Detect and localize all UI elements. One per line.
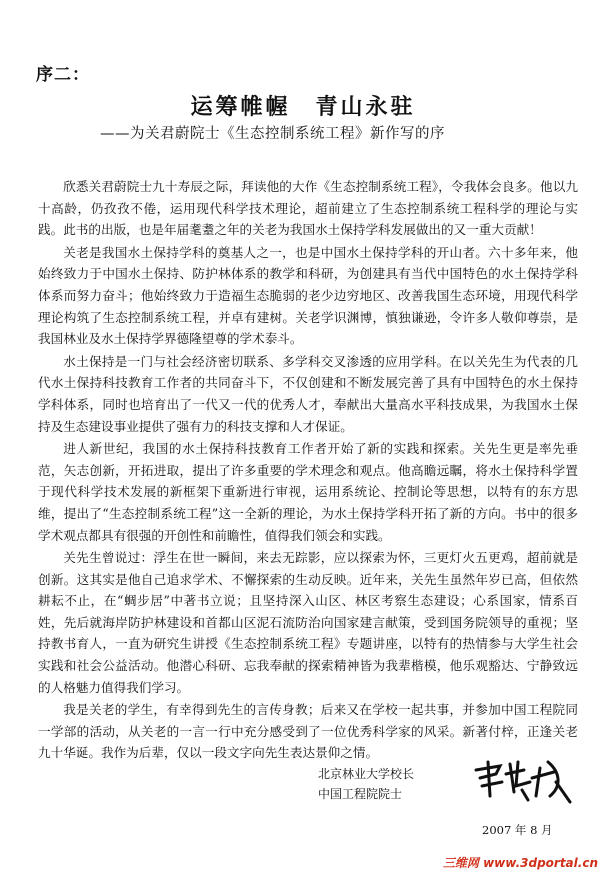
signature-date: 2007 年 8 月 [482,823,553,837]
author-title-line: 中国工程院院士 [318,787,403,801]
site-watermark: 三维网 www.3dportal.cn [442,856,598,870]
paragraph: 进人新世纪，我国的水土保持科技教育工作者开始了新的实践和探索。关先生更是率先垂范，矢志创新，开拓进取，提出了许多重要的学术理念和观点。他高瞻远瞩，将水土保持科学置于现代科学技术发展的新框架下重新进行审视，运用系统论、控制论等思想，以特有的东方思维，提出了“生态控制系统工程”这一全新的理论，为水土保持学科开拓了新的方向。书中的很多学术观点都具有很强的开创性和前瞻性，值得我们领会和实践。 [38,441,578,543]
preface-title: 运筹帷幄 青山永驻 [190,95,416,120]
paragraph: 我是关老的学生，有幸得到先生的言传身教；后来又在学校一起共事，并参加中国工程院同一学部的活动，从关老的一言一行中充分感受到了一位优秀科学家的风采。新著付梓，正逢关老九十华诞。我作为后辈，仅以一段文字向先生表达景仰之情。 [38,702,578,761]
author-affiliation [318,764,468,804]
section-label: 序二： [36,65,90,85]
author-title-line: 北京林业大学校长 [318,767,415,781]
paragraph: 关先生曾说过：浮生在世一瞬间，来去无踪影，应以探索为怀，三更灯火五更鸡，超前就是创新。这其实是他自己追求学术、不懈探索的生动反映。近年来，关先生虽然年岁已高，但依然耕耘不止，在“蜩步居”中著书立说；且坚持深入山区、林区考察生态建设；心系国家，情系百姓，先后就海岸防护林建设和首都山区泥石流防治向国家建言献策，受到国务院领导的重视；坚持教书育人，一直为研究生讲授《生态控制系统工程》专题讲座，以特有的热情参与大学生社会实践和社会公益活动。他潜心科研、忘我奉献的探索精神皆为我辈楷模，他乐观豁达、宁静致远的人格魅力值得我们学习。 [38,550,578,695]
paragraph: 水土保持是一门与社会经济密切联系、多学科交叉渗透的应用学科。在以关先生为代表的几代水土保持科技教育工作者的共同奋斗下，不仅创建和不断发展完善了具有中国特色的水土保持学科体系，同时也培育出了一代又一代的优秀人才，奉献出大量高水平科技成果，为我国水土保持及生态建设事业提供了强有力的科技支撑和人才保证。 [38,353,578,434]
preface-subtitle: ——为关君蔚院士《生态控制系统工程》新作写的序 [100,126,445,142]
preface-body [38,176,578,765]
paragraph: 关老是我国水土保持学科的奠基人之一，也是中国水土保持学科的开山者。六十多年来，他始终致力于中国水土保持、防护林体系的教学和科研，为创建具有当代中国特色的水土保持学科体系而努力奋斗；他始终致力于造福生态脆弱的老少边穷地区、改善我国生态环境，用现代科学理论构筑了生态控制系统工程，并卓有建树。关老学识渊博，慎独谦逊，令许多人敬仰尊崇，是我国林业及水土保持学界德隆望尊的学术泰斗。 [38,244,578,347]
paragraph: 欣悉关君蔚院士九十寿辰之际，拜读他的大作《生态控制系统工程》，令我体会良多。他以九十高龄，仍孜孜不倦，运用现代科学技术理论，超前建立了生态控制系统工程科学的理论与实践。此书的出版，也是年届耄耋之年的关老为我国水土保持学科发展做出的又一重大贡献！ [38,179,578,238]
handwritten-signature [470,752,580,812]
